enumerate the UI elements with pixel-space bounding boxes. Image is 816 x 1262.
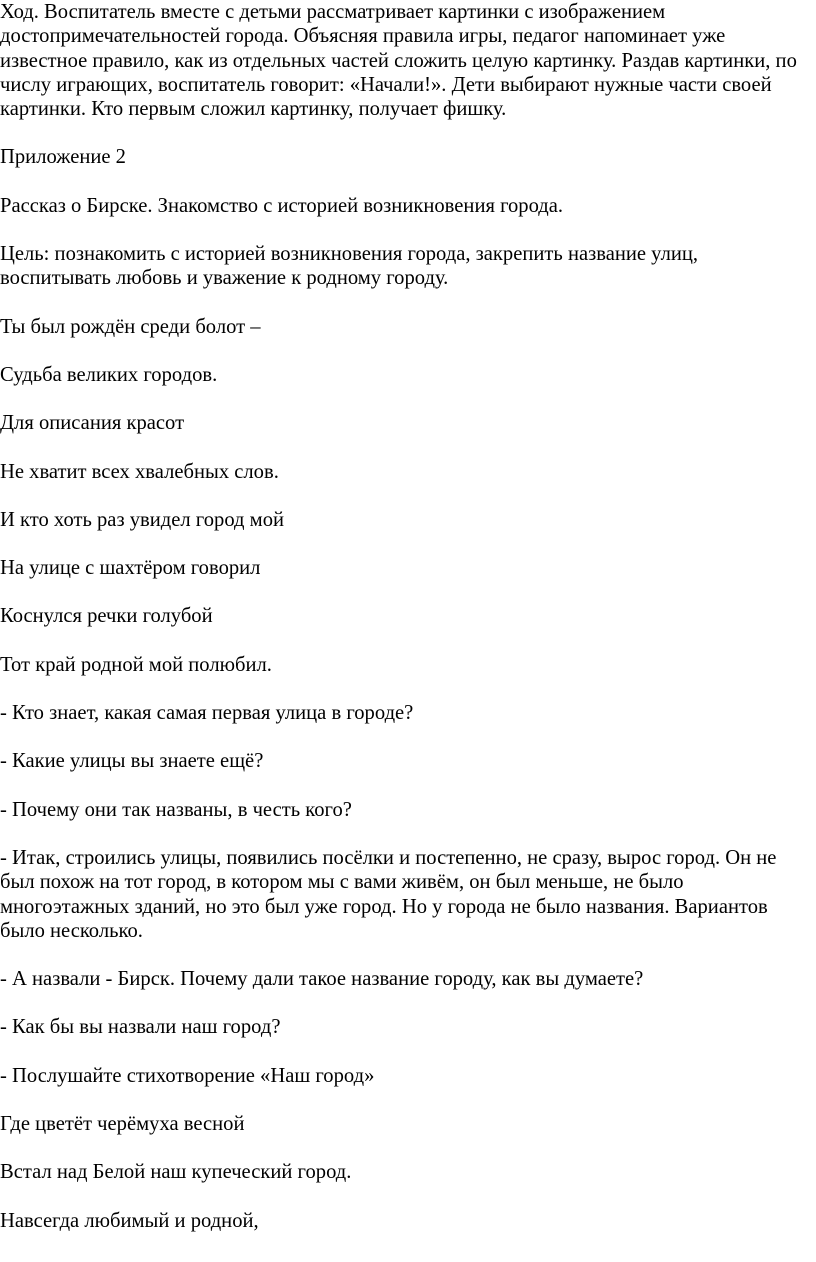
question-line: - Кто знает, какая самая первая улица в городе? [0, 702, 414, 725]
instruction-line: - Послушайте стихотворение «Наш город» [0, 1064, 375, 1087]
poem-line: Ты был рождён среди болот – [0, 315, 261, 338]
poem-line: Коснулся речки голубой [0, 605, 213, 628]
narrative-paragraph: - Итак, строились улицы, появились посёлки и постепенно, не сразу, вырос город. Он не был похож на тот город, в котором мы с вами живём, он был меньше, не было многоэтажных зданий, но это был уже город. Но у города не было названия. Вариантов было несколько. [0, 846, 777, 942]
question-line: - Как бы вы назвали наш город? [0, 1016, 281, 1039]
paragraph-game-procedure: Ход. Воспитатель вместе с детьми рассматривает картинки с изображением достопримечательностей города. Объясняя правила игры, педагог напоминает уже известное правило, как из отдельных частей сложить целую картинку. Раздав картинки, по числу играющих, воспитатель говорит: «Начали!». Дети выбирают нужные части своей картинки. Кто первым сложил картинку, получает фишку. [0, 1, 797, 121]
question-line: - Почему они так названы, в честь кого? [0, 798, 352, 821]
poem-line: Встал над Белой наш купеческий город. [0, 1161, 352, 1184]
poem-line: На улице с шахтёром говорил [0, 557, 261, 580]
poem-line: Где цветёт черёмуха весной [0, 1113, 245, 1136]
poem-line: Навсегда любимый и родной, [0, 1209, 259, 1232]
appendix-heading: Приложение 2 [0, 146, 126, 169]
poem-line: Не хватит всех хвалебных слов. [0, 460, 279, 483]
question-line: - А назвали - Бирск. Почему дали такое название городу, как вы думаете? [0, 968, 644, 991]
poem-line: Тот край родной мой полюбил. [0, 653, 272, 676]
story-topic: Рассказ о Бирске. Знакомство с историей возникновения города. [0, 194, 564, 217]
poem-line: Судьба великих городов. [0, 363, 218, 386]
poem-line: Для описания красот [0, 412, 185, 435]
question-line: - Какие улицы вы знаете ещё? [0, 750, 264, 773]
goal-paragraph: Цель: познакомить с историей возникновения города, закрепить название улиц, воспитывать любовь и уважение к родному городу. [0, 243, 699, 290]
poem-line: И кто хоть раз увидел город мой [0, 508, 285, 531]
